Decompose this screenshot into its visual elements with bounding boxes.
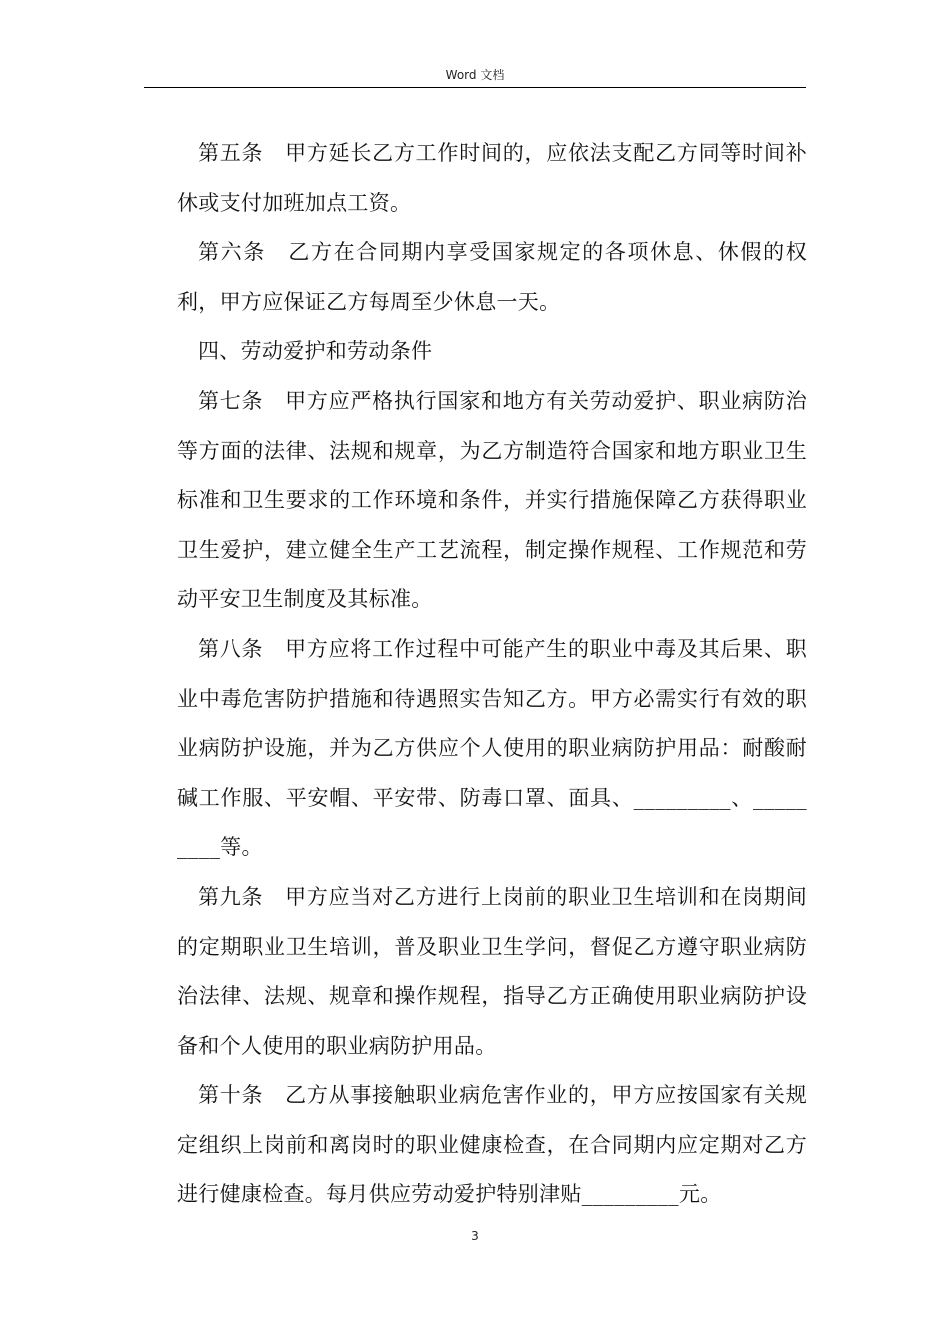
header-divider [144, 87, 806, 88]
paragraph-article-7: 第七条 甲方应严格执行国家和地方有关劳动爱护、职业病防治等方面的法律、法规和规章，为乙方制造符合国家和地方职业卫生标准和卫生要求的工作环境和条件，并实行措施保障乙方获得职业卫生爱护，建立健全生产工艺流程，制定操作规程、工作规范和劳动平安卫生制度及其标准。 [177, 388, 807, 612]
paragraph-article-9: 第九条 甲方应当对乙方进行上岗前的职业卫生培训和在岗期间的定期职业卫生培训，普及职业卫生学问，督促乙方遵守职业病防治法律、法规、规章和操作规程，指导乙方正确使用职业病防护设备和个人使用的职业病防护用品。 [177, 884, 807, 1058]
page-header-title: Word 文档 [445, 68, 505, 82]
paragraph-article-5: 第五条 甲方延长乙方工作时间的，应依法支配乙方同等时间补休或支付加班加点工资。 [177, 141, 807, 215]
paragraph-article-10: 第十条 乙方从事接触职业病危害作业的，甲方应按国家有关规定组织上岗前和离岗时的职业健康检查，在合同期内应定期对乙方进行健康检查。每月供应劳动爱护特别津贴_________元。 [177, 1083, 807, 1207]
page-number: 3 [471, 1229, 479, 1243]
paragraph-article-8: 第八条 甲方应将工作过程中可能产生的职业中毒及其后果、职业中毒危害防护措施和待遇照实告知乙方。甲方必需实行有效的职业病防护设施，并为乙方供应个人使用的职业病防护用品：耐酸耐碱工作服、平安帽、平安带、防毒口罩、面具、_________、_________等。 [177, 636, 807, 860]
document-body [177, 129, 807, 1220]
paragraph-article-6: 第六条 乙方在合同期内享受国家规定的各项休息、休假的权利，甲方应保证乙方每周至少休息一天。 [177, 240, 807, 314]
section-heading-4: 四、劳动爱护和劳动条件 [198, 339, 433, 364]
